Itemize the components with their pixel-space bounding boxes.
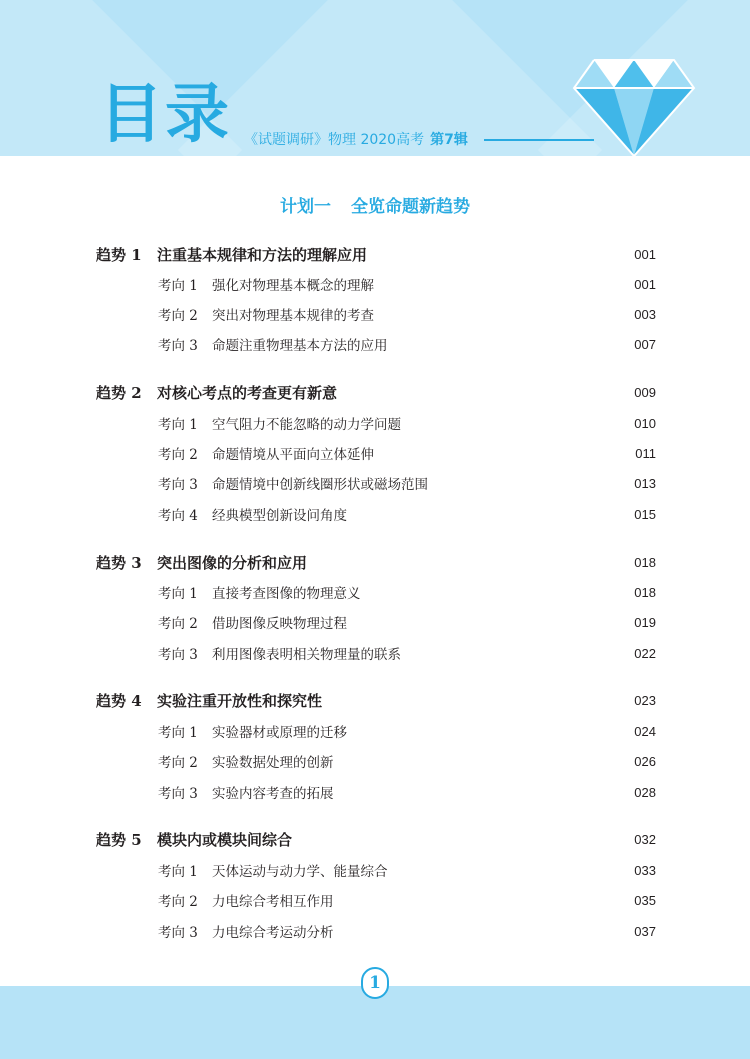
- item-label: 考向 3: [158, 647, 198, 663]
- item-title: 实验器材或原理的迁移: [212, 725, 347, 741]
- trend-label: 趋势 4: [96, 691, 142, 710]
- item-title: 突出对物理基本规律的考查: [212, 308, 374, 324]
- trend-row[interactable]: [96, 550, 656, 574]
- item-title: 命题情境中创新线圈形状或磁场范围: [212, 477, 428, 493]
- book-subtitle: [244, 131, 468, 149]
- trend-title: 实验注重开放性和探究性: [157, 691, 323, 710]
- trend-row[interactable]: [96, 688, 656, 712]
- trend-title: 突出图像的分析和应用: [157, 553, 308, 572]
- page-number: 011: [635, 445, 656, 461]
- edition-label: 第7辑: [430, 132, 468, 148]
- page-number: 037: [634, 923, 656, 939]
- trend-label: 趋势 3: [96, 553, 142, 572]
- item-title: 强化对物理基本概念的理解: [212, 278, 374, 294]
- item-label: 考向 4: [158, 508, 198, 524]
- item-label: 考向 1: [158, 725, 198, 741]
- item-title: 命题注重物理基本方法的应用: [212, 338, 388, 354]
- item-label: 考向 1: [158, 417, 198, 433]
- page-number: 033: [634, 862, 656, 878]
- trend-row[interactable]: [96, 242, 656, 266]
- page-number: 023: [634, 692, 656, 708]
- page-number: 026: [634, 753, 656, 769]
- page-number: 018: [634, 584, 656, 600]
- trend-label: 趋势 5: [96, 830, 142, 849]
- section-title: 计划一 全览命题新趋势: [280, 197, 470, 217]
- item-title: 力电综合考运动分析: [212, 925, 334, 941]
- item-row[interactable]: [158, 273, 656, 295]
- trend-title: 对核心考点的考查更有新意: [157, 383, 338, 402]
- page-number: 009: [634, 384, 656, 400]
- page-number: 035: [634, 892, 656, 908]
- page-number: 010: [634, 415, 656, 431]
- item-row[interactable]: [158, 442, 656, 464]
- item-title: 实验内容考查的拓展: [212, 786, 334, 802]
- item-label: 考向 2: [158, 447, 198, 463]
- trend-title: 注重基本规律和方法的理解应用: [157, 245, 368, 264]
- page-number: 028: [634, 784, 656, 800]
- item-row[interactable]: [158, 472, 656, 494]
- page-number: 032: [634, 831, 656, 847]
- item-title: 实验数据处理的创新: [212, 755, 334, 771]
- item-label: 考向 1: [158, 586, 198, 602]
- item-label: 考向 3: [158, 338, 198, 354]
- item-title: 利用图像表明相关物理量的联系: [212, 647, 401, 663]
- page-number: 007: [634, 336, 656, 352]
- page-number: 003: [634, 306, 656, 322]
- item-title: 命题情境从平面向立体延伸: [212, 447, 374, 463]
- item-row[interactable]: [158, 503, 656, 525]
- diamond-icon: [572, 58, 696, 158]
- item-row[interactable]: [158, 611, 656, 633]
- item-label: 考向 2: [158, 616, 198, 632]
- page-title: 目录: [99, 78, 231, 152]
- item-row[interactable]: [158, 642, 656, 664]
- trend-label: 趋势 2: [96, 383, 142, 402]
- page-number: 019: [634, 614, 656, 630]
- item-row[interactable]: [158, 720, 656, 742]
- item-label: 考向 3: [158, 786, 198, 802]
- item-label: 考向 3: [158, 925, 198, 941]
- item-label: 考向 1: [158, 864, 198, 880]
- item-label: 考向 3: [158, 477, 198, 493]
- item-label: 考向 2: [158, 755, 198, 771]
- item-row[interactable]: [158, 781, 656, 803]
- item-title: 借助图像反映物理过程: [212, 616, 347, 632]
- page-number-badge: 1: [361, 967, 389, 999]
- item-label: 考向 1: [158, 278, 198, 294]
- item-row[interactable]: [158, 412, 656, 434]
- item-row[interactable]: [158, 333, 656, 355]
- page-number: 001: [634, 276, 656, 292]
- trend-row[interactable]: [96, 380, 656, 404]
- item-row[interactable]: [158, 303, 656, 325]
- item-label: 考向 2: [158, 894, 198, 910]
- item-title: 经典模型创新设问角度: [212, 508, 347, 524]
- book-name: 《试题调研》物理 2020高考: [244, 132, 425, 148]
- trend-title: 模块内或模块间综合: [157, 830, 293, 849]
- page-number: 013: [634, 475, 656, 491]
- item-row[interactable]: [158, 920, 656, 942]
- trend-label: 趋势 1: [96, 245, 142, 264]
- item-title: 力电综合考相互作用: [212, 894, 334, 910]
- item-title: 空气阻力不能忽略的动力学问题: [212, 417, 401, 433]
- page-number: 001: [634, 246, 656, 262]
- item-label: 考向 2: [158, 308, 198, 324]
- item-row[interactable]: [158, 581, 656, 603]
- page-number: 015: [634, 506, 656, 522]
- page-number: 018: [634, 554, 656, 570]
- trend-row[interactable]: [96, 827, 656, 851]
- item-row[interactable]: [158, 889, 656, 911]
- item-row[interactable]: [158, 750, 656, 772]
- page-number: 024: [634, 723, 656, 739]
- item-row[interactable]: [158, 859, 656, 881]
- item-title: 直接考查图像的物理意义: [212, 586, 361, 602]
- page-number: 022: [634, 645, 656, 661]
- item-title: 天体运动与动力学、能量综合: [212, 864, 388, 880]
